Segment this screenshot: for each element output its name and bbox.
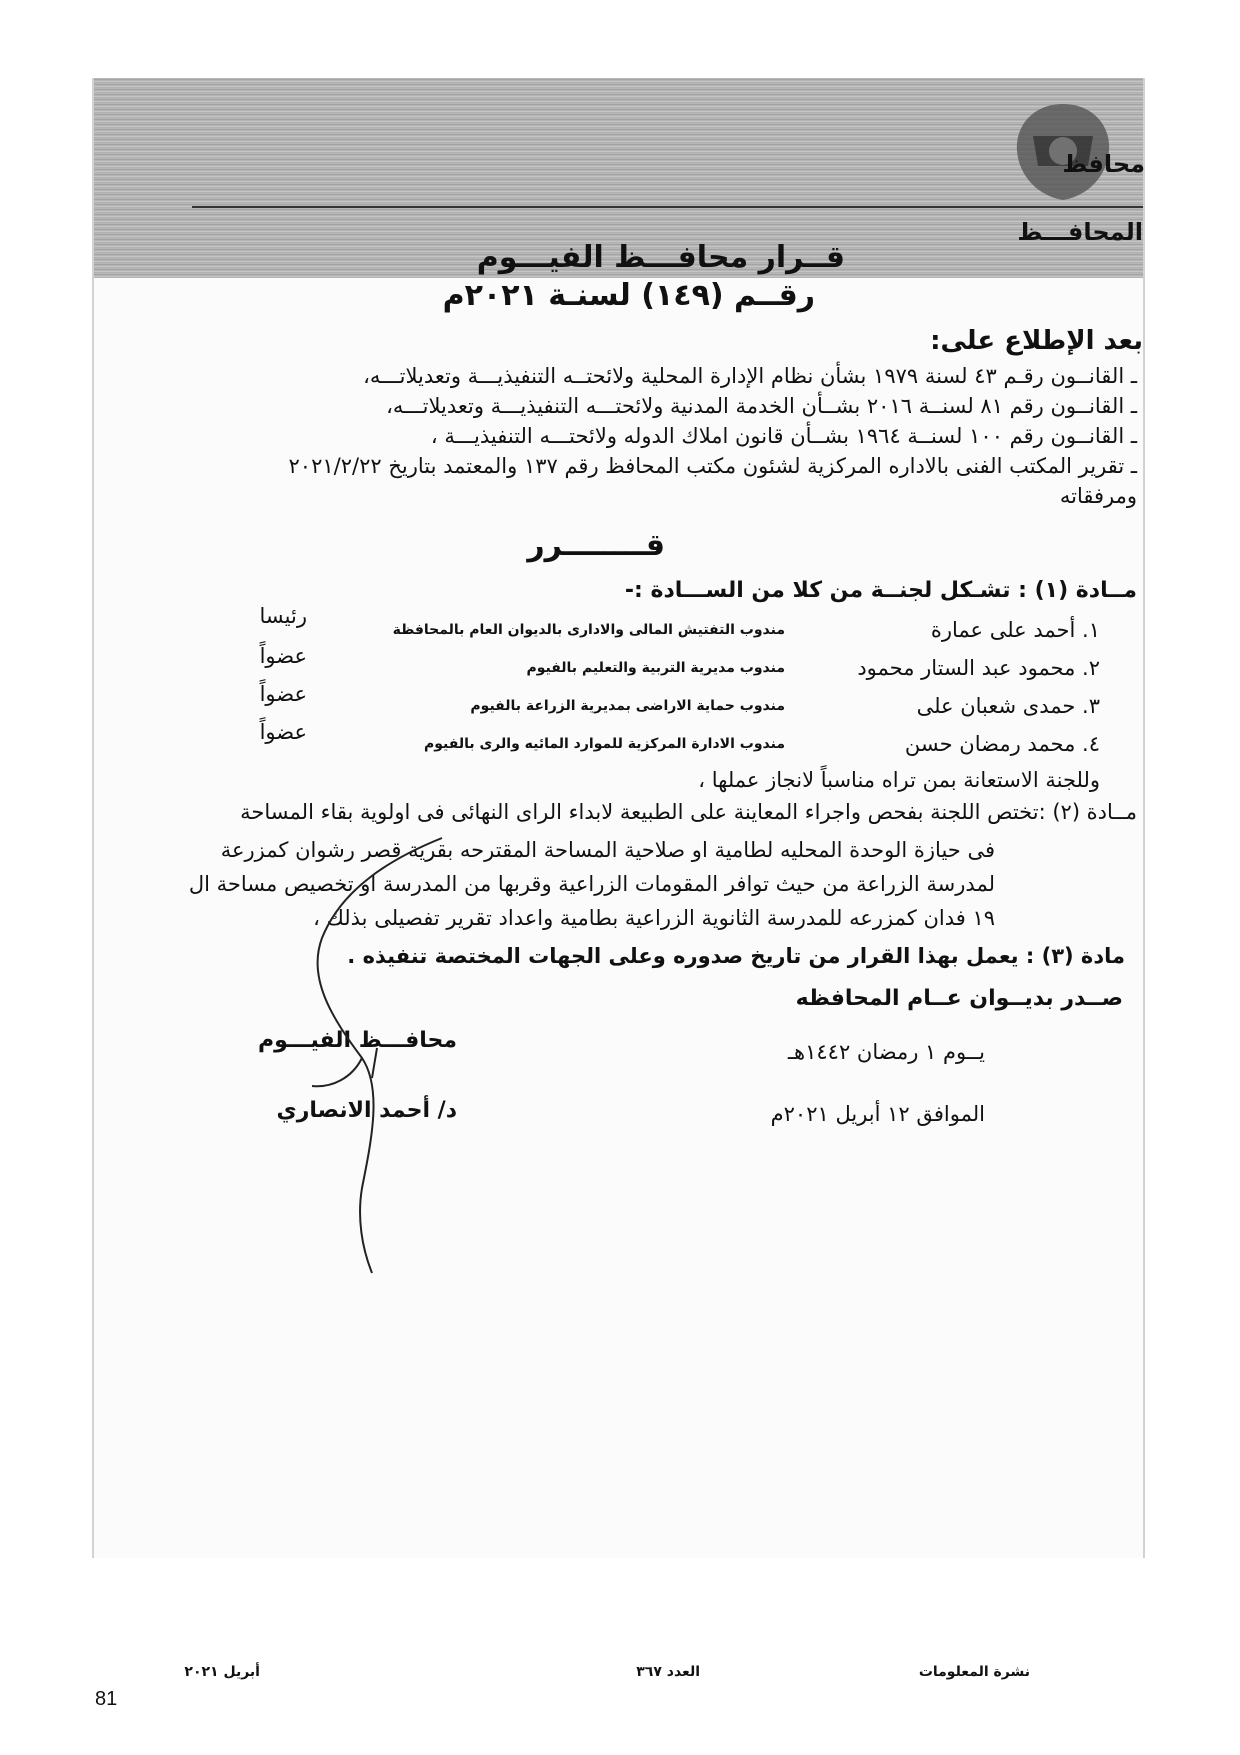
- footer-date: أبريل ٢٠٢١: [184, 1664, 260, 1680]
- member-title: مندوب الادارة المركزية للموارد المائيه والرى بالفيوم: [424, 736, 785, 752]
- preamble-heading: بعد الإطلاع على:: [930, 326, 1143, 356]
- decision-number: رقــم (١٤٩) لسنـة ٢٠٢١م: [442, 278, 815, 313]
- member-role: عضواً: [259, 682, 307, 706]
- member-name: ٣. حمدى شعبان على: [916, 694, 1100, 718]
- header-governor-label: المحافـــظ: [1017, 218, 1143, 246]
- date-hijri: يــوم ١ رمضان ١٤٤٢هـ: [787, 1040, 985, 1064]
- member-role: عضواً: [259, 720, 307, 744]
- article3: مادة (٣) : يعمل بهذا القرار من تاريخ صدوره وعلى الجهات المختصة تنفيذه .: [347, 944, 1125, 968]
- scanned-document: [92, 78, 1145, 1558]
- article1-heading: مــادة (١) : تشـكل لجنــة من كلا من الســـادة :-: [624, 578, 1137, 603]
- member-name: ١. أحمد على عمارة: [930, 618, 1100, 642]
- signature-name: د/ أحمد الانصاري: [276, 1098, 457, 1123]
- issued-line: صــدر بديــوان عــام المحافظه: [795, 986, 1123, 1011]
- preamble-item-4: ـ تقرير المكتب الفنى بالاداره المركزية لشئون مكتب المحافظ رقم ١٣٧ والمعتمد بتاريخ ٢٠٢١/٢/٢٢: [288, 454, 1137, 478]
- member-role: عضواً: [259, 644, 307, 668]
- article2-line-3: لمدرسة الزراعة من حيث توافر المقومات الزراعية وقربها من المدرسة او تخصيص مساحة ال: [188, 872, 995, 896]
- article2-line-1: مــادة (٢) :تختص اللجنة بفحص واجراء المعاينة على الطبيعة لابداء الراى النهائى فى اولوية بقاء المساحة: [240, 800, 1137, 824]
- footer-publication: نشرة المعلومات: [918, 1664, 1030, 1680]
- page-number: 81: [95, 1688, 118, 1710]
- preamble-item-3: ـ القانــون رقم ١٠٠ لسنــة ١٩٦٤ بشــأن قانون املاك الدوله ولائحتـــه التنفيذيـــة ،: [430, 424, 1137, 448]
- article2-line-4: ١٩ فدان كمزرعه للمدرسة الثانوية الزراعية بطامية واعداد تقرير تفصيلى بذلك ،: [313, 906, 995, 930]
- member-title: مندوب حماية الاراضى بمديرية الزراعة بالفيوم: [470, 698, 785, 714]
- article2-line-2: فى حيازة الوحدة المحليه لطامية او صلاحية المساحة المقترحه بقرية قصر رشوان كمزرعة: [220, 838, 995, 862]
- scan-edge-left: [92, 78, 94, 1558]
- footer-issue: العدد ٣٦٧: [636, 1664, 700, 1680]
- article1-note: وللجنة الاستعانة بمن تراه مناسباً لانجاز عملها ،: [698, 768, 1100, 792]
- handwritten-signature: [212, 818, 472, 1278]
- member-title: مندوب مديرية التربية والتعليم بالفيوم: [526, 660, 785, 676]
- header-governorate-fragment: محافظ: [1062, 150, 1145, 178]
- decision-title: قــرار محافـــظ الفيـــوم: [476, 240, 845, 275]
- preamble-item-2: ـ القانــون رقم ٨١ لسنــة ٢٠١٦ بشــأن الخدمة المدنية ولائحتـــه التنفيذيـــة وتعديلاتـــه،: [386, 394, 1137, 418]
- preamble-item-1: ـ القانــون رقـم ٤٣ لسنة ١٩٧٩ بشأن نظام الإدارة المحلية ولائحتــه التنفيذيـــة وتعديلاتـــه،: [363, 364, 1137, 388]
- scan-edge-right: [1143, 78, 1145, 1558]
- member-name: ٢. محمود عبد الستار محمود: [857, 656, 1100, 680]
- date-gregorian: الموافق ١٢ أبريل ٢٠٢١م: [770, 1102, 985, 1126]
- decree-heading: قــــــــرر: [527, 528, 665, 563]
- member-role: رئيسا: [259, 604, 307, 628]
- preamble-item-5: ومرفقاته: [1059, 484, 1137, 508]
- member-name: ٤. محمد رمضان حسن: [904, 732, 1100, 756]
- signature-title: محافـــظ الفيـــوم: [257, 1028, 457, 1053]
- letterhead-rule: [192, 206, 1145, 208]
- member-title: مندوب التفتيش المالى والادارى بالديوان العام بالمحافظة: [392, 622, 785, 638]
